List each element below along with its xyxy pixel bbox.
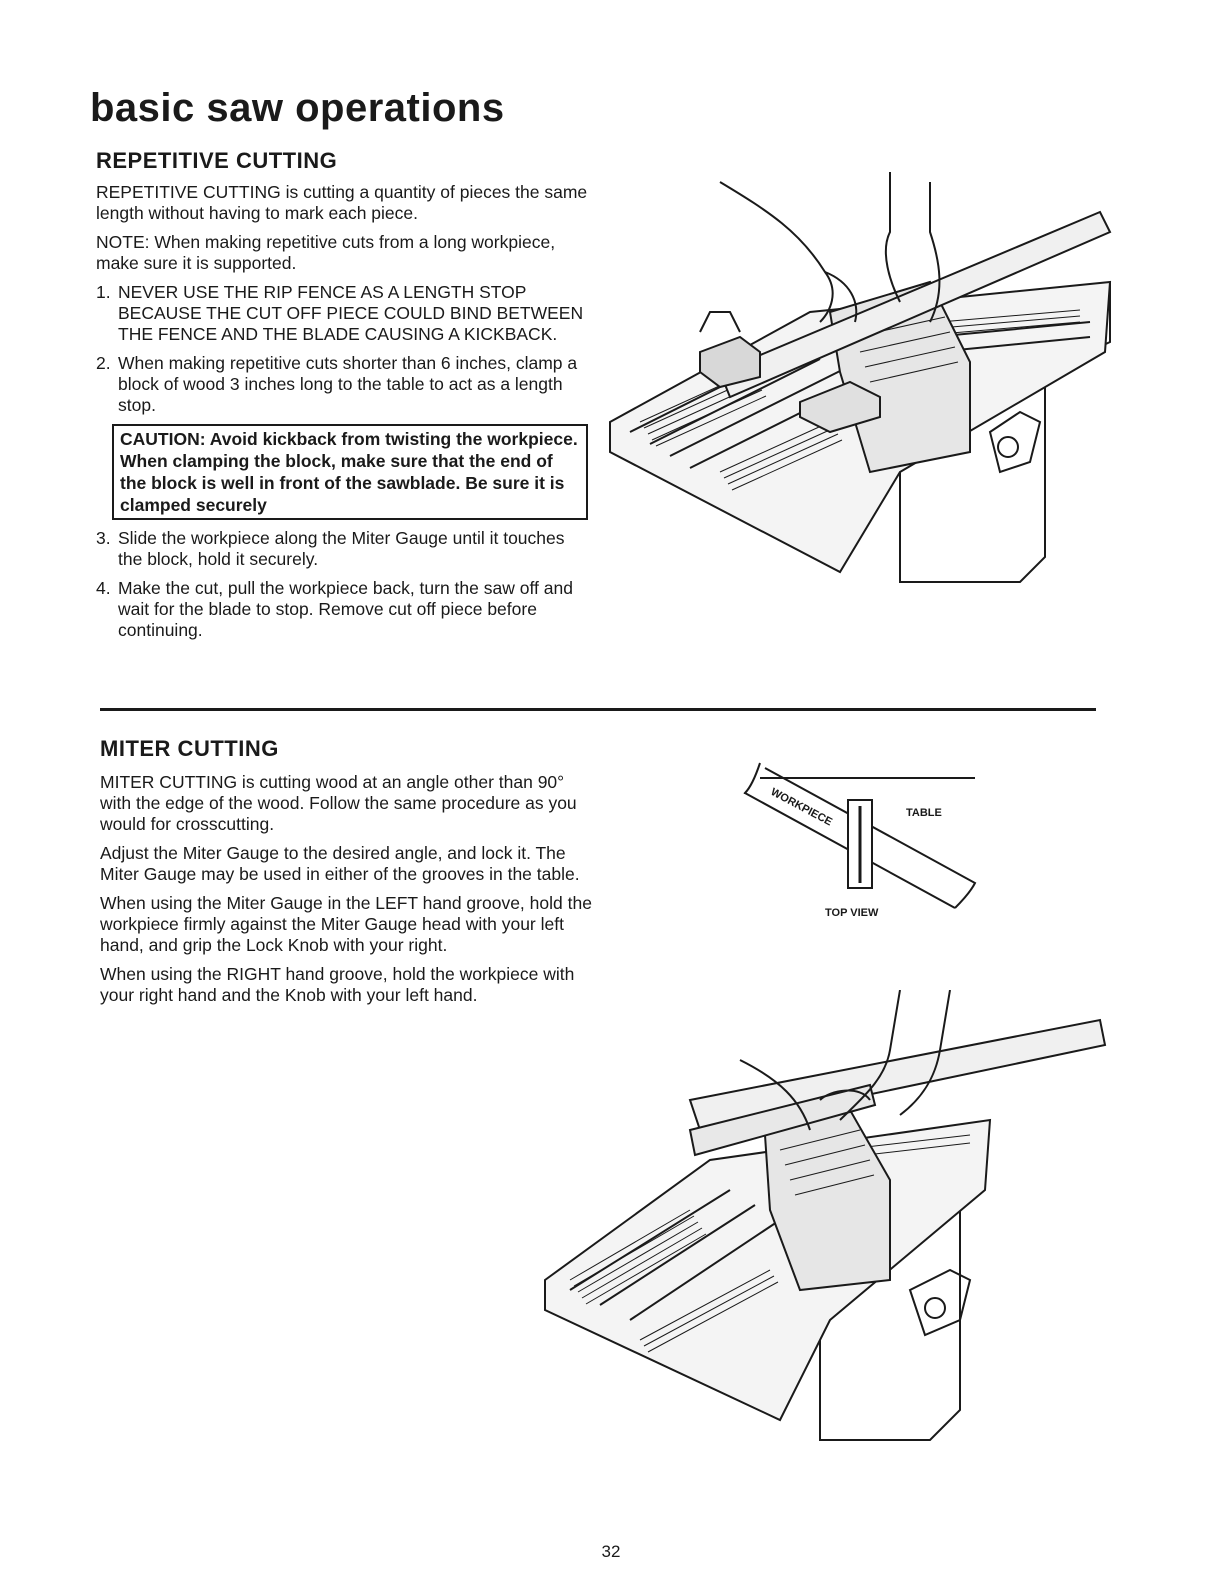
miter-paragraph: Adjust the Miter Gauge to the desired angle, and lock it. The Miter Gauge may be used in either of the grooves in the table. <box>100 843 580 884</box>
miter-text <box>100 772 592 1014</box>
saw-repetitive-cut-illustration <box>600 172 1120 592</box>
repetitive-note: NOTE: When making repetitive cuts from a long workpiece, make sure it is supported. <box>96 232 556 273</box>
saw-miter-cut-illustration <box>540 990 1120 1450</box>
table-label: TABLE <box>906 807 942 819</box>
miter-paragraph: When using the RIGHT hand groove, hold the workpiece with your right hand and the Knob with your left hand. <box>100 964 575 1005</box>
step-text: NEVER USE THE RIP FENCE AS A LENGTH STOP BECAUSE THE CUT OFF PIECE COULD BIND BETWEEN THE FENCE AND THE BLADE CAUSING A KICKBACK. <box>118 282 584 344</box>
step-2 <box>96 353 588 416</box>
step-1 <box>96 282 588 345</box>
miter-top-view-diagram <box>740 758 990 938</box>
step-4 <box>96 578 588 641</box>
step-text: Slide the workpiece along the Miter Gauge until it touches the block, hold it securely. <box>118 528 565 569</box>
miter-heading: MITER CUTTING <box>100 736 279 761</box>
miter-paragraph: When using the Miter Gauge in the LEFT hand groove, hold the workpiece firmly against the Miter Gauge head with your left hand, and grip the Lock Knob with your right. <box>100 893 592 955</box>
workpiece-label: WORKPIECE <box>768 786 835 829</box>
repetitive-text <box>96 182 588 649</box>
top-view-label: TOP VIEW <box>825 907 879 919</box>
step-3 <box>96 528 588 570</box>
repetitive-heading: REPETITIVE CUTTING <box>96 148 338 173</box>
repetitive-intro: REPETITIVE CUTTING is cutting a quantity of pieces the same length without having to mark each piece. <box>96 182 588 223</box>
step-number: 4. <box>96 578 111 598</box>
step-number: 1. <box>96 282 111 302</box>
step-text: When making repetitive cuts shorter than 6 inches, clamp a block of wood 3 inches long to the table to act as a length stop. <box>118 353 578 415</box>
miter-paragraph: MITER CUTTING is cutting wood at an angle other than 90° with the edge of the wood. Follow the same procedure as you would for crosscutting. <box>100 772 577 834</box>
page-number: 32 <box>601 1542 621 1561</box>
step-text: Make the cut, pull the workpiece back, turn the saw off and wait for the blade to stop. Remove cut off piece before continuing. <box>118 578 573 640</box>
section-divider <box>100 708 1096 711</box>
caution-box: CAUTION: Avoid kickback from twisting the workpiece. When clamping the block, make sure that the end of the block is well in front of the sawblade. Be sure it is clamped securely <box>112 424 588 520</box>
page-title: basic saw operations <box>90 86 505 130</box>
step-number: 3. <box>96 528 111 548</box>
step-number: 2. <box>96 353 111 373</box>
